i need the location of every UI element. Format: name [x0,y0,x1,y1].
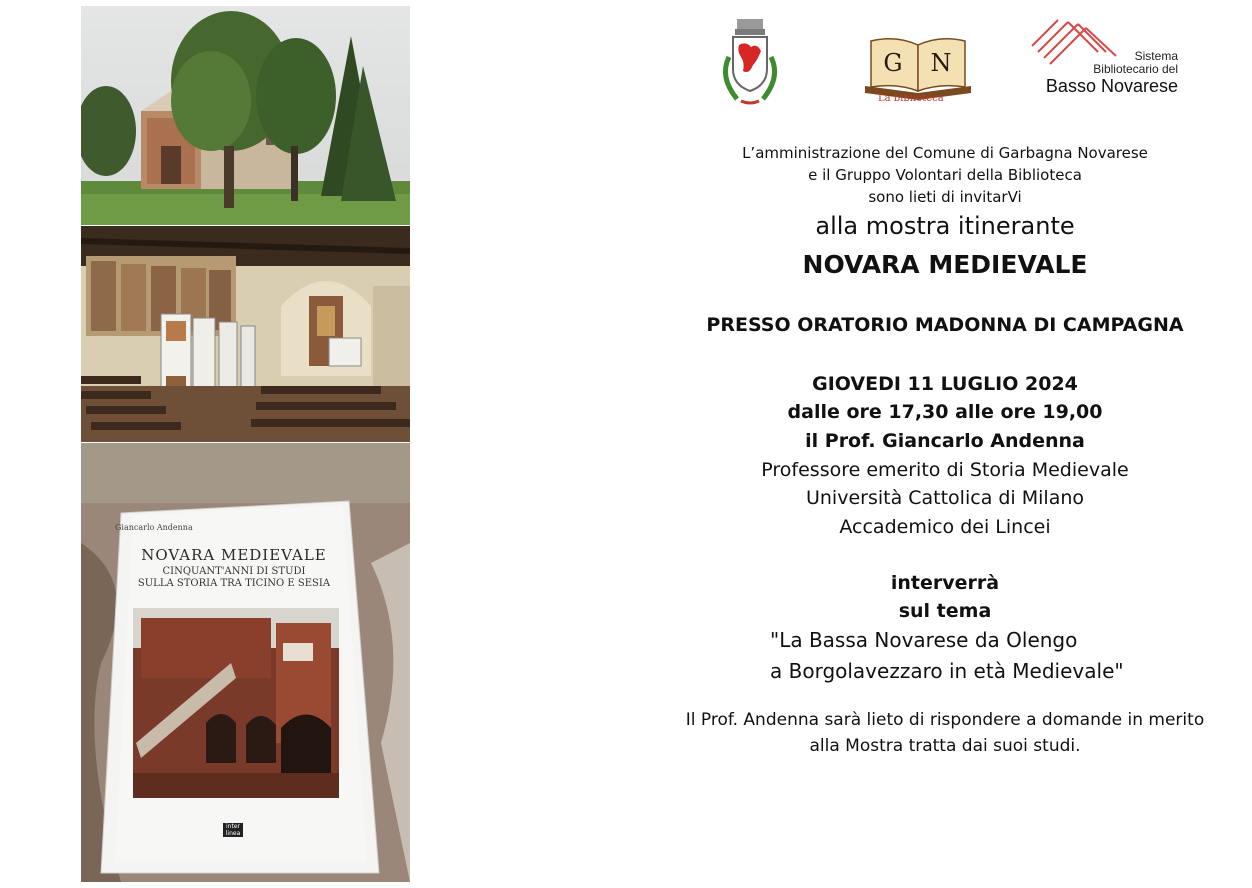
talk-intro: sul tema [898,600,992,622]
photo-column [81,6,410,882]
intro-text: sono lieti di invitarVi [868,188,1022,206]
closing-note: alla Mostra tratta dai suoi studi. [809,736,1081,756]
sistema-label: Bibliotecario del [1093,62,1178,76]
svg-text:G: G [883,49,903,77]
svg-text:N: N [930,49,952,77]
event-location: PRESSO ORATORIO MADONNA DI CAMPAGNA [706,314,1184,336]
intro-text: e il Gruppo Volontari della Biblioteca [808,166,1082,184]
talk-intro: interverrà [890,572,1000,594]
speaker-name: il Prof. Giancarlo Andenna [805,430,1085,452]
book-subtitle: SULLA STORIA TRA TICINO E SESIA [137,578,331,589]
event-time: dalle ore 17,30 alle ore 19,00 [787,401,1103,423]
event-date: GIOVEDI 11 LUGLIO 2024 [812,373,1078,395]
publisher-logo: inter linea [223,823,243,837]
book-title: NOVARA MEDIEVALE [141,546,327,564]
photo-book-cover [81,443,410,882]
exhibition-title: NOVARA MEDIEVALE [802,250,1088,279]
exhibition-label: alla mostra itinerante [815,212,1075,240]
book-subtitle: CINQUANT'ANNI DI STUDI [162,566,306,577]
speaker-role: Professore emerito di Storia Medievale [761,459,1129,481]
book-author: Giancarlo Andenna [115,523,193,532]
speaker-role: Accademico dei Lincei [839,516,1051,538]
photo-exhibition-interior [81,226,410,442]
biblioteca-caption: La biblioteca [878,93,944,104]
intro-text: L’amministrazione del Comune di Garbagna Novarese [742,144,1148,162]
photo-oratorio-exterior [81,6,410,225]
talk-topic: a Borgolavezzaro in età Medievale" [770,659,1124,683]
sistema-name: Basso Novarese [1045,76,1178,96]
closing-note: Il Prof. Andenna sarà lieto di rispondere a domande in merito [685,710,1205,730]
sistema-label: Sistema [1134,49,1178,63]
coat-of-arms-logo [711,17,789,109]
speaker-role: Università Cattolica di Milano [805,487,1085,509]
talk-topic: "La Bassa Novarese da Olengo [770,628,1078,652]
